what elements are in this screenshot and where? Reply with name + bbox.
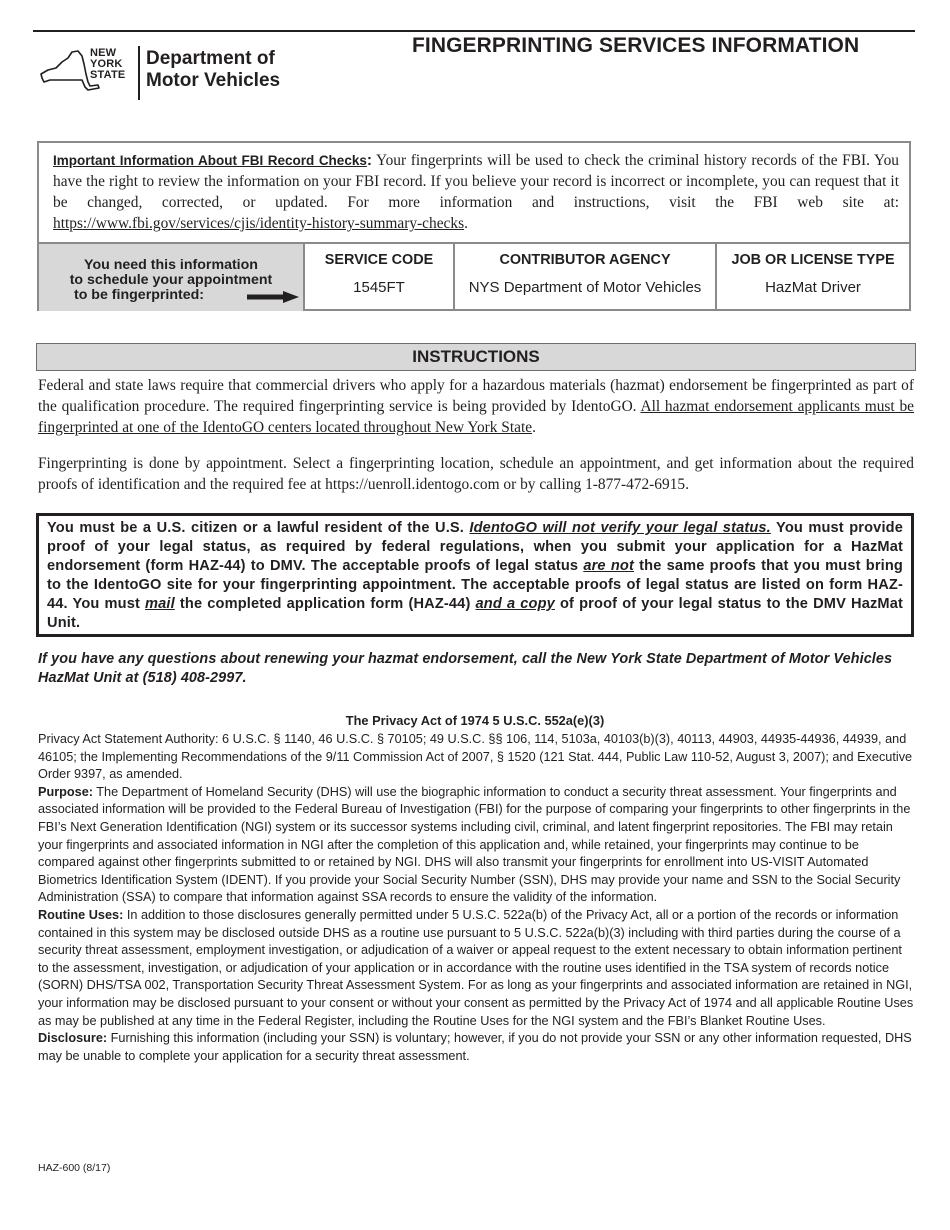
schedule-info-line: You need this information (84, 257, 258, 273)
fbi-notice-box (37, 141, 911, 311)
disclosure-text: Furnishing this information (including your SSN) is voluntary; however, if you do not provide your SSN or any other information requested, DHS may be unable to complete your application for a security threat assessment. (38, 1031, 912, 1063)
arrow-right-icon (247, 291, 299, 303)
job-type-cell (715, 244, 909, 311)
department-line: Department of (146, 48, 275, 69)
job-type-value: HazMat Driver (765, 279, 861, 296)
notice-part: the same proofs that you must bring to the IdentoGO site for your fingerprinting appointment. The acceptable proofs of legal status are listed on form HAZ-44. You must (47, 558, 903, 612)
notice-part: of proof of your legal status to the DMV HazMat Unit. (47, 596, 903, 631)
notice-emphasis: IdentoGO will not verify your legal status. (469, 520, 771, 536)
notice-emphasis: mail (145, 596, 175, 612)
state-word: YORK (90, 58, 123, 70)
instructions-p1-text: Federal and state laws require that commercial drivers who apply for a hazardous materials (hazmat) endorsement be fingerprinted as part of the qualification procedure. The required fingerprinting service is being provided by IdentoGO. (38, 377, 914, 415)
notice-part: the completed application form (HAZ-44) (174, 596, 476, 612)
contributor-agency-value: NYS Department of Motor Vehicles (468, 279, 702, 296)
schedule-info-line: to be fingerprinted: (73, 287, 205, 303)
hazmat-questions-note: If you have any questions about renewing your hazmat endorsement, call the New York State Department of Motor Vehicles HazMat Unit at (518) 408-2997. (38, 651, 893, 686)
privacy-purpose (38, 784, 914, 907)
state-word: STATE (90, 69, 126, 81)
job-type-header: JOB OR LICENSE TYPE (731, 252, 895, 268)
instructions-heading: INSTRUCTIONS (36, 343, 916, 371)
legal-status-notice-box (36, 513, 914, 637)
instructions-paragraph-2: Fingerprinting is done by appointment. Select a fingerprinting location, schedule an appointment, and get information about the required proofs of identification and the required fee at https://uenroll.identogo.com or by calling 1-877-472-6915. (38, 455, 914, 493)
notice-part: You must be a U.S. citizen or a lawful resident of the U.S. (47, 520, 470, 536)
notice-part: You must provide proof of your legal status, as required by federal regulations, when you submit your application for a HazMat endorsement (form HAZ-44) to DMV. The acceptable proofs of legal status (47, 520, 903, 574)
service-code-cell (303, 244, 453, 311)
service-info-table (39, 242, 909, 311)
department-line: Motor Vehicles (146, 70, 281, 91)
disclosure-label: Disclosure: (38, 1031, 108, 1046)
fbi-notice-body: Your fingerprints will be used to check the criminal history records of the FBI. You have the right to review the information on your FBI record. If you believe your record is incorrect or incomplete, you can request that it be changed, corrected, or updated. For more information and instructions, visit the FBI web site at: (53, 152, 899, 211)
schedule-info-line: to schedule your appointment (69, 272, 273, 288)
contributor-agency-header: CONTRIBUTOR AGENCY (499, 252, 671, 268)
state-word: NEW (90, 47, 117, 59)
instructions-paragraph-1 (38, 375, 914, 438)
legal-status-notice-text (47, 519, 903, 633)
header-rule (33, 30, 915, 32)
page-title: FINGERPRINTING SERVICES INFORMATION (412, 34, 860, 57)
contributor-agency-cell (453, 244, 715, 311)
instructions-p1-end: . (532, 419, 536, 436)
service-code-header: SERVICE CODE (324, 252, 434, 268)
privacy-authority: Privacy Act Statement Authority: 6 U.S.C. § 1140, 46 U.S.C. § 70105; 49 U.S.C. §§ 106, 114, 5103a, 40103(b)(3), 40113, 44903, 44935-44936, 44939, and 46105; the Implementing Recommendations of the 9/11 Commission Act of 2007, § 1520 (121 Stat. 444, Public Law 110-52, August 3, 2007); and Executive Order 9397, as amended. (38, 732, 913, 782)
privacy-disclosure (38, 1030, 914, 1065)
notice-emphasis: are not (583, 558, 634, 574)
service-code-value: 1545FT (353, 279, 405, 296)
form-identifier: HAZ-600 (8/17) (38, 1162, 111, 1174)
routine-uses-label: Routine Uses: (38, 907, 124, 922)
dmv-logo (38, 44, 298, 104)
schedule-info-label (39, 244, 303, 311)
instructions-p1-underlined: All hazmat endorsement applicants must be fingerprinted at one of the IdentoGO centers located throughout New York State (38, 398, 914, 436)
logo-divider (138, 46, 140, 100)
purpose-label: Purpose: (38, 784, 93, 799)
notice-emphasis: and a copy (475, 596, 555, 612)
new-york-state-wordmark (90, 48, 125, 81)
routine-uses-text: In addition to those disclosures generally permitted under 5 U.S.C. 522a(b) of the Privacy Act, all or a portion of the records or information contained in this system may be disclosed outside DHS as a routine use pursuant to 5 U.S.C. 522a(b)(3) including with third parties during the course of a security threat assessment, employment investigation, or adjudication of a waiver or appeal request to the extent necessary to obtain information pertinent to the assessment, investigation, or adjudication of your application or in accordance with the routine uses identified in the TSA system of records notice (SORN) DHS/TSA 002, Transportation Security Threat Assessment System. For as long as your fingerprints and associated information are retained in NGI, your information may be disclosed pursuant to your consent or without your consent as permitted by the Privacy Act of 1974 and all applicable Routine Uses as may be published at any time in the Federal Register, including the Routine Uses for the NGI system and the FBI’s Blanket Routine Uses. (38, 907, 914, 1028)
purpose-text: The Department of Homeland Security (DHS) will use the biographic information to conduct a security threat assessment. Your fingerprints and associated information will be provided to the Federal Bureau of Investigation (FBI) for the purpose of comparing your fingerprints to other fingerprints in the FBI’s Next Generation Identification (NGI) system or its successor systems including civil, criminal, and latent fingerprint repositories. The FBI may retain your fingerprints and associated information in NGI after the completion of this application and, while retained, your fingerprints may continue to be compared against other fingerprints submitted to or retained by NGI. DHS will also transmit your fingerprints for enrollment into US-VISIT Automated Biometrics Identification System (IDENT). If you provide your Social Security Number (SSN), DHS may provide your name and SSN to the Social Security Administration (SSA) to compare that information against SSA records to ensure the validity of the information. (38, 784, 911, 905)
privacy-routine-uses (38, 907, 914, 1030)
fbi-notice-text (53, 150, 899, 234)
fbi-url-period: . (464, 215, 468, 232)
fbi-website-link[interactable]: https://www.fbi.gov/services/cjis/identity-history-summary-checks (53, 215, 465, 232)
fbi-notice-heading: Important Information About FBI Record Checks (53, 153, 367, 168)
fbi-heading-colon: : (366, 152, 372, 169)
privacy-act-statement (38, 731, 914, 1065)
privacy-act-title: The Privacy Act of 1974 5 U.S.C. 552a(e)(3) (345, 713, 605, 728)
department-name (146, 48, 280, 92)
